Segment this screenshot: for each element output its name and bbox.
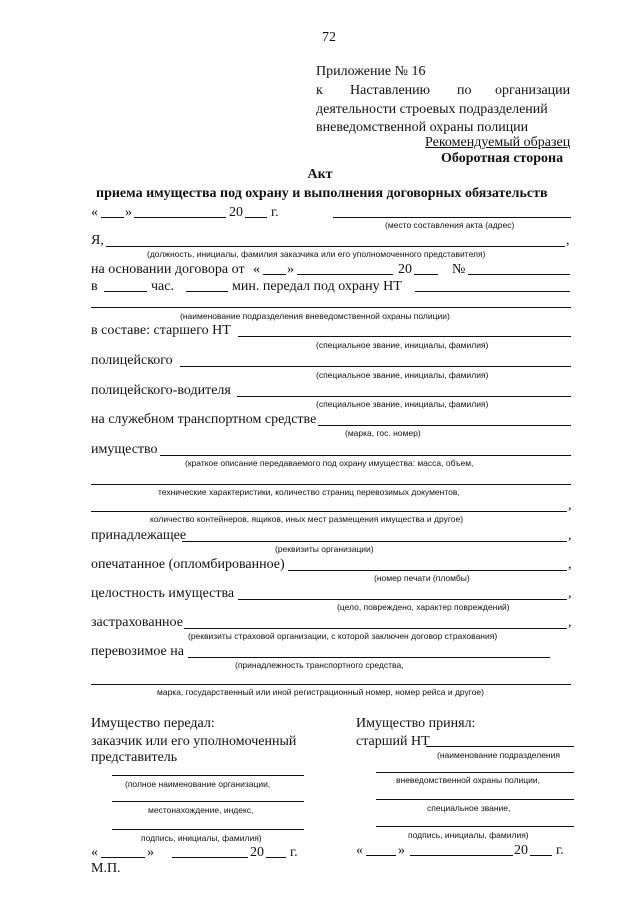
- driver-label: полицейского-водителя: [91, 383, 231, 398]
- transferrer-caption-3: подпись, инициалы, фамилия): [141, 833, 262, 843]
- transported-line[interactable]: [188, 657, 550, 658]
- owner-comma: ,: [568, 528, 572, 543]
- transferrer-caption-1: (полное наименование организации,: [125, 779, 271, 789]
- transferrer-role-1: заказчик или его уполномоченный: [91, 734, 297, 749]
- date-quote-open: «: [91, 205, 98, 220]
- time-minutes-line[interactable]: [186, 291, 228, 292]
- transferrer-address-line[interactable]: [112, 801, 304, 802]
- vehicle-label: на служебном транспортном средстве: [91, 412, 317, 427]
- sealed-caption: (номер печати (пломбы): [374, 573, 470, 583]
- property-comma: ,: [568, 498, 572, 513]
- header-po: по: [457, 83, 472, 98]
- transported-caption-1: (принадлежность транспортного средства,: [235, 660, 404, 670]
- transferred-heading: Имущество передал:: [91, 716, 215, 731]
- insured-label: застрахованное: [91, 615, 183, 630]
- ya-comma: ,: [566, 233, 570, 248]
- property-caption-3: количество контейнеров, ящиков, иных мест размещения имущества и другое): [150, 514, 464, 524]
- place-caption: (место составления акта (адрес): [385, 220, 515, 230]
- driver-caption: (специальное звание, инициалы, фамилия): [316, 399, 489, 409]
- receiver-caption-1: (наименование подразделения: [437, 750, 560, 760]
- ya-label: Я,: [91, 233, 104, 248]
- ya-line[interactable]: [106, 246, 565, 247]
- right-date-quote-open: «: [356, 843, 363, 858]
- left-date-quote-close: »: [147, 845, 154, 860]
- right-date-year-line[interactable]: [530, 855, 552, 856]
- date-day-line[interactable]: [101, 217, 124, 218]
- contract-day-line[interactable]: [263, 274, 286, 275]
- transported-caption-2: марка, государственный или иной регистрационный номер, номер рейса и другое): [157, 687, 484, 697]
- header-organizatsii: организации: [495, 83, 571, 98]
- contract-year-20: 20: [398, 262, 412, 277]
- contract-label: на основании договора от: [91, 262, 245, 277]
- owner-label: принадлежащее: [91, 528, 187, 543]
- header-line2: деятельности строевых подразделений: [316, 102, 548, 117]
- stamp-place: М.П.: [91, 861, 121, 876]
- receiver-role: старший НТ: [356, 734, 430, 749]
- header-nastavleniyu: Наставлению: [350, 83, 431, 98]
- left-date-year-line[interactable]: [266, 857, 286, 858]
- property-caption-2: технические характеристики, количество страниц перевозимых документов,: [158, 487, 460, 497]
- nt-line[interactable]: [415, 291, 570, 292]
- right-date-g: г.: [556, 843, 564, 858]
- unit-caption: (наименование подразделения вневедомственной охраны полиции): [180, 311, 450, 321]
- integrity-caption: (цело, повреждено, характер повреждений): [337, 602, 510, 612]
- left-date-20: 20: [250, 845, 264, 860]
- transported-label: перевозимое на: [91, 644, 184, 659]
- receiver-rank-line[interactable]: [376, 799, 574, 800]
- property-line-2[interactable]: [91, 484, 571, 485]
- contract-month-line[interactable]: [297, 274, 393, 275]
- receiver-signature-line[interactable]: [376, 826, 574, 827]
- right-date-month-line[interactable]: [410, 855, 513, 856]
- property-line[interactable]: [160, 455, 571, 456]
- integrity-comma: ,: [568, 586, 572, 601]
- owner-line[interactable]: [182, 541, 567, 542]
- contract-no-label: №: [452, 262, 466, 277]
- police-line[interactable]: [180, 366, 571, 367]
- date-g: г.: [271, 205, 279, 220]
- vehicle-caption: (марка, гос. номер): [345, 428, 421, 438]
- receiver-caption-4: подпись, инициалы, фамилия): [408, 830, 529, 840]
- receiver-caption-2: вневедомственной охраны полиции,: [396, 775, 541, 785]
- property-label: имущество: [91, 442, 158, 457]
- left-date-g: г.: [290, 845, 298, 860]
- receiver-unit-line[interactable]: [426, 746, 574, 747]
- accepted-heading: Имущество принял:: [356, 716, 476, 731]
- header-k: к: [316, 83, 323, 98]
- receiver-unit-line-2[interactable]: [376, 772, 574, 773]
- contract-year-line[interactable]: [414, 274, 438, 275]
- time-chas: час.: [151, 279, 174, 294]
- transported-line-2[interactable]: [91, 684, 571, 685]
- contract-quote-close: »: [287, 262, 294, 277]
- unit-line[interactable]: [91, 307, 571, 308]
- contract-no-line[interactable]: [468, 274, 570, 275]
- page-number: 72: [322, 30, 336, 45]
- sealed-label: опечатанное (опломбированное): [91, 557, 285, 572]
- police-caption: (специальное звание, инициалы, фамилия): [316, 370, 489, 380]
- left-date-month-line[interactable]: [172, 857, 248, 858]
- receiver-caption-3: специальное звание,: [427, 803, 511, 813]
- appendix-number: Приложение № 16: [316, 64, 426, 79]
- time-min-label: мин. передал под охрану НТ: [232, 279, 402, 294]
- insured-line[interactable]: [184, 628, 567, 629]
- sealed-line[interactable]: [288, 570, 567, 571]
- act-title: Акт: [307, 167, 333, 182]
- transferrer-signature-line[interactable]: [112, 829, 304, 830]
- header-line3: вневедомственной охраны полиции: [316, 120, 529, 135]
- vehicle-line[interactable]: [318, 425, 571, 426]
- owner-caption: (реквизиты организации): [275, 544, 374, 554]
- integrity-line[interactable]: [238, 599, 567, 600]
- integrity-label: целостность имущества: [91, 586, 235, 601]
- property-line-3[interactable]: [91, 511, 567, 512]
- date-year-line[interactable]: [245, 217, 267, 218]
- transferrer-org-line[interactable]: [112, 775, 304, 776]
- reverse-side-label: Оборотная сторона: [441, 151, 564, 166]
- right-date-quote-close: »: [398, 843, 405, 858]
- insured-comma: ,: [568, 615, 572, 630]
- senior-nt-line[interactable]: [238, 336, 571, 337]
- left-date-quote-open: «: [91, 845, 98, 860]
- left-date-day-line[interactable]: [101, 857, 145, 858]
- driver-line[interactable]: [237, 396, 571, 397]
- property-caption-1: (краткое описание передаваемого под охрану имущества: масса, объем,: [185, 458, 474, 468]
- place-line[interactable]: [333, 217, 571, 218]
- time-v: в: [91, 279, 98, 294]
- transferrer-caption-2: местонахождение, индекс,: [148, 805, 254, 815]
- senior-nt-caption: (специальное звание, инициалы, фамилия): [316, 340, 489, 350]
- date-year-20: 20: [229, 205, 243, 220]
- right-date-20: 20: [514, 843, 528, 858]
- insured-caption: (реквизиты страховой организации, с которой заключен договор страхования): [188, 631, 498, 641]
- contract-quote-open: «: [253, 262, 260, 277]
- recommended-sample: Рекомендуемый образец: [425, 135, 571, 150]
- date-month-line[interactable]: [134, 217, 226, 218]
- time-hours-line[interactable]: [104, 291, 147, 292]
- transferrer-role-2: представитель: [91, 750, 178, 765]
- composition-label: в составе: старшего НТ: [91, 323, 231, 338]
- ya-caption: (должность, инициалы, фамилия заказчика или его уполномоченного представителя): [147, 249, 486, 259]
- date-quote-close: »: [125, 205, 132, 220]
- right-date-day-line[interactable]: [366, 855, 396, 856]
- sealed-comma: ,: [568, 557, 572, 572]
- act-subtitle: приема имущества под охрану и выполнения договорных обязательств: [96, 186, 548, 201]
- police-label: полицейского: [91, 353, 173, 368]
